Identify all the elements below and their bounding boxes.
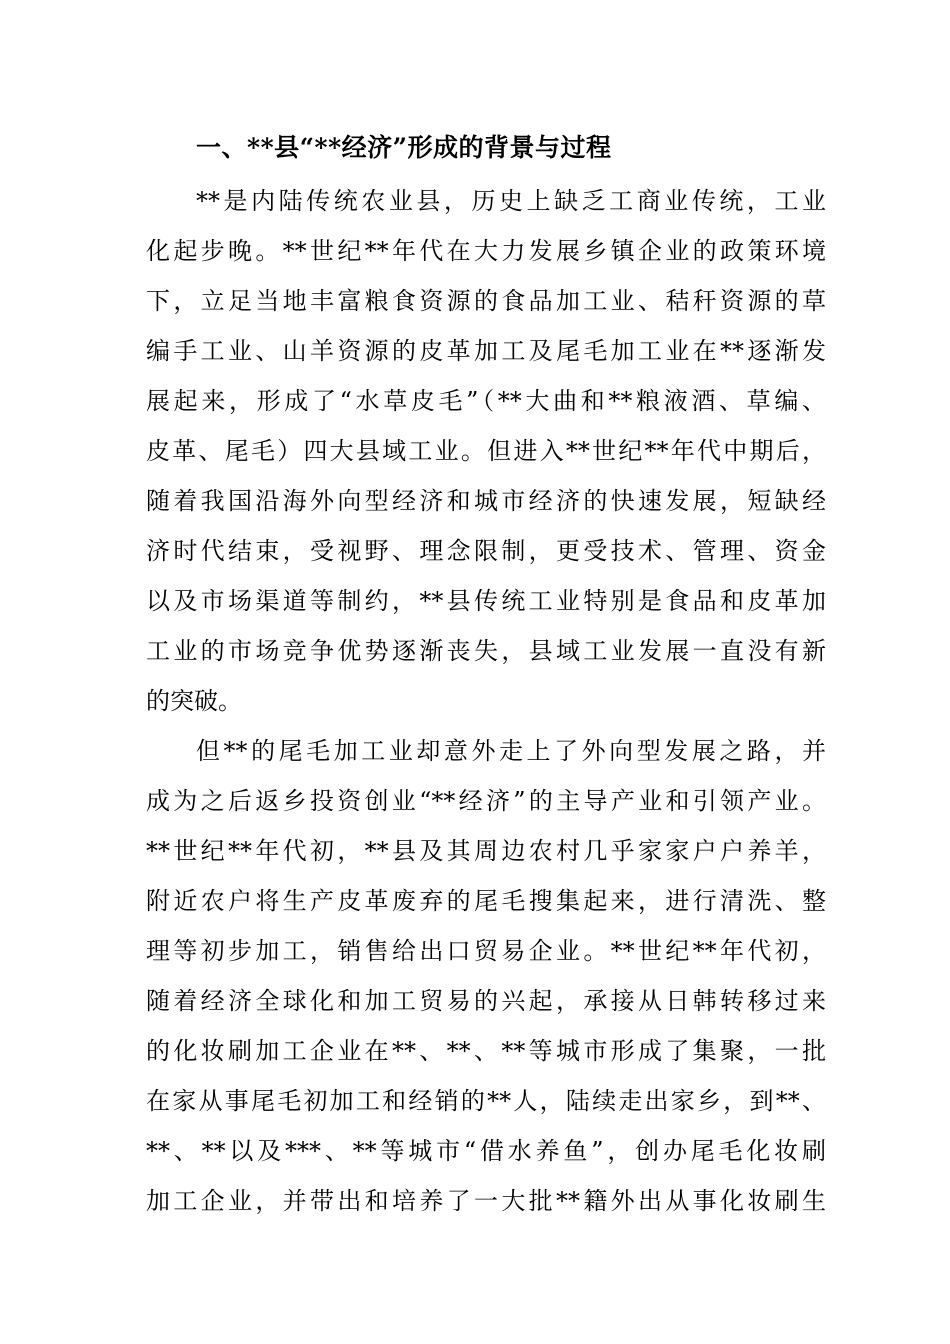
paragraph-1-line-5: 展起来，形成了“水草皮毛”（**大曲和**粮液酒、草编、 bbox=[146, 387, 826, 415]
paragraph-2-line-1: 但**的尾毛加工业却意外走上了外向型发展之路，并 bbox=[196, 737, 826, 765]
paragraph-2-line-8: 在家从事尾毛初加工和经销的**人，陆续走出家乡，到**、 bbox=[146, 1087, 826, 1115]
paragraph-2-line-4: 附近农户将生产皮革废弃的尾毛搜集起来，进行清洗、整 bbox=[146, 887, 826, 915]
paragraph-1-line-10: 工业的市场竞争优势逐渐丧失，县域工业发展一直没有新 bbox=[146, 637, 826, 665]
paragraph-2-line-2: 成为之后返乡投资创业“**经济”的主导产业和引领产业。 bbox=[146, 787, 826, 815]
paragraph-2-line-6: 随着经济全球化和加工贸易的兴起，承接从日韩转移过来 bbox=[146, 987, 826, 1015]
paragraph-2-line-7: 的化妆刷加工企业在**、**、**等城市形成了集聚，一批 bbox=[146, 1037, 826, 1065]
paragraph-1-line-1: **是内陆传统农业县，历史上缺乏工商业传统，工业 bbox=[196, 187, 826, 215]
paragraph-1-line-11: 的突破。 bbox=[146, 687, 242, 715]
paragraph-1-line-7: 随着我国沿海外向型经济和城市经济的快速发展，短缺经 bbox=[146, 487, 826, 515]
paragraph-1-line-8: 济时代结束，受视野、理念限制，更受技术、管理、资金 bbox=[146, 537, 826, 565]
paragraph-1-line-2: 化起步晚。**世纪**年代在大力发展乡镇企业的政策环境 bbox=[146, 237, 826, 265]
paragraph-2-line-5: 理等初步加工，销售给出口贸易企业。**世纪**年代初， bbox=[146, 937, 826, 965]
section-heading: 一、**县“**经济”形成的背景与过程 bbox=[196, 133, 612, 162]
paragraph-2-line-3: **世纪**年代初，**县及其周边农村几乎家家户户养羊， bbox=[146, 837, 826, 865]
paragraph-1-line-3: 下，立足当地丰富粮食资源的食品加工业、秸秆资源的草 bbox=[146, 287, 826, 315]
paragraph-2-line-9: **、**以及***、**等城市“借水养鱼”，创办尾毛化妆刷 bbox=[146, 1137, 826, 1165]
paragraph-1-line-9: 以及市场渠道等制约，**县传统工业特别是食品和皮革加 bbox=[146, 587, 826, 615]
paragraph-1-line-6: 皮革、尾毛）四大县域工业。但进入**世纪**年代中期后， bbox=[146, 437, 826, 465]
paragraph-2-line-10: 加工企业，并带出和培养了一大批**籍外出从事化妆刷生 bbox=[146, 1187, 826, 1215]
paragraph-1-line-4: 编手工业、山羊资源的皮革加工及尾毛加工业在**逐渐发 bbox=[146, 337, 826, 365]
